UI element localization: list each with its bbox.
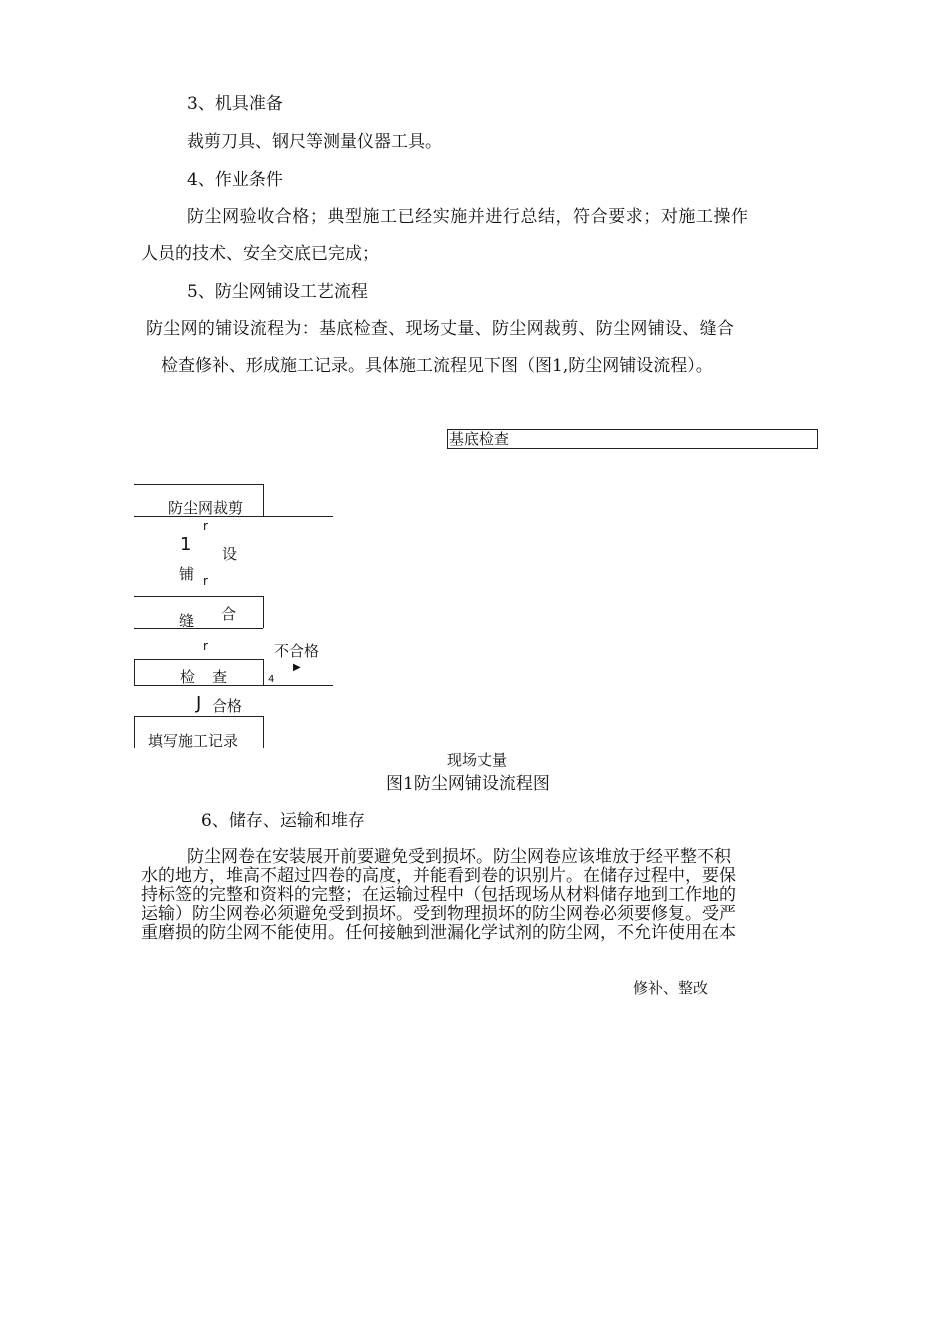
record-label: 填写施工记录 bbox=[148, 732, 239, 750]
unqualified-label: 不合格 bbox=[274, 642, 320, 660]
section-6-line-5: 重磨损的防尘网不能使用。任何接触到泄漏化学试剂的防尘网，不允许使用在本 bbox=[141, 923, 736, 943]
section-4-heading: 4、作业条件 bbox=[187, 170, 283, 190]
qualified-label: 合格 bbox=[212, 697, 243, 715]
section-5-body-line-1: 防尘网的铺设流程为：基底检查、现场丈量、防尘网裁剪、防尘网铺设、缝合 bbox=[146, 319, 735, 339]
check-box-right bbox=[263, 659, 264, 685]
figure-caption: 图1防尘网铺设流程图 bbox=[386, 774, 550, 794]
check-box-left bbox=[134, 659, 135, 685]
flow-number-1: 1 bbox=[180, 534, 192, 555]
cutting-label: 防尘网裁剪 bbox=[168, 499, 244, 517]
section-6-line-2: 水的地方，堆高不超过四卷的高度，并能看到卷的识别片。在储存过程中，要保 bbox=[141, 866, 736, 886]
site-measure-label: 现场丈量 bbox=[447, 751, 508, 769]
check-box-bottom bbox=[134, 685, 333, 686]
sew-box-right bbox=[263, 596, 264, 628]
section-4-body-line-1: 防尘网验收合格；典型施工已经实施并进行总结，符合要求；对施工操作 bbox=[187, 207, 749, 227]
record-box-top bbox=[134, 716, 263, 717]
lay-label-she: 设 bbox=[222, 545, 238, 563]
base-check-box bbox=[447, 429, 818, 449]
check-label-cha: 查 bbox=[212, 668, 228, 686]
section-3-body: 裁剪刀具、钢尺等测量仪器工具。 bbox=[187, 132, 442, 152]
record-box-right bbox=[263, 716, 264, 748]
section-6-line-4: 运输）防尘网卷必须避免受到损坏。受到物理损坏的防尘网卷必须要修复。受严 bbox=[141, 904, 736, 924]
section-6-heading: 6、储存、运输和堆存 bbox=[201, 811, 365, 831]
cutting-box-top bbox=[134, 484, 263, 485]
section-6-line-1: 防尘网卷在安装展开前要避免受到损坏。防尘网卷应该堆放于经平整不积 bbox=[187, 847, 731, 867]
sew-box-bottom bbox=[134, 628, 263, 629]
flow-mark-r-1: r bbox=[203, 519, 208, 533]
check-label-jian: 检 bbox=[180, 668, 196, 686]
record-box-left bbox=[134, 716, 135, 748]
qualified-mark-j: J bbox=[196, 693, 202, 714]
section-5-body-line-2: 检查修补、形成施工记录。具体施工流程见下图（图1,防尘网铺设流程）。 bbox=[161, 356, 713, 376]
flow-mark-4: 4 bbox=[268, 674, 275, 685]
sew-label-feng: 缝 bbox=[179, 612, 195, 630]
section-5-heading: 5、防尘网铺设工艺流程 bbox=[187, 282, 368, 302]
base-check-label: 基底检查 bbox=[449, 430, 510, 448]
check-box-top bbox=[134, 659, 263, 660]
sew-label-he: 合 bbox=[221, 605, 237, 623]
sew-box-top bbox=[134, 596, 263, 597]
section-3-heading: 3、机具准备 bbox=[187, 94, 283, 114]
cutting-box-right bbox=[263, 484, 264, 516]
flow-mark-r-2: r bbox=[203, 574, 208, 588]
section-6-line-3: 持标签的完整和资料的完整；在运输过程中（包括现场从材料储存地到工作地的 bbox=[141, 885, 736, 905]
flow-mark-r-3: r bbox=[203, 639, 208, 653]
lay-label-pu: 铺 bbox=[179, 565, 195, 583]
unqualified-arrow-icon: ▶ bbox=[293, 662, 301, 673]
section-4-body-line-2: 人员的技术、安全交底已完成； bbox=[141, 244, 379, 264]
repair-label: 修补、整改 bbox=[633, 979, 709, 997]
